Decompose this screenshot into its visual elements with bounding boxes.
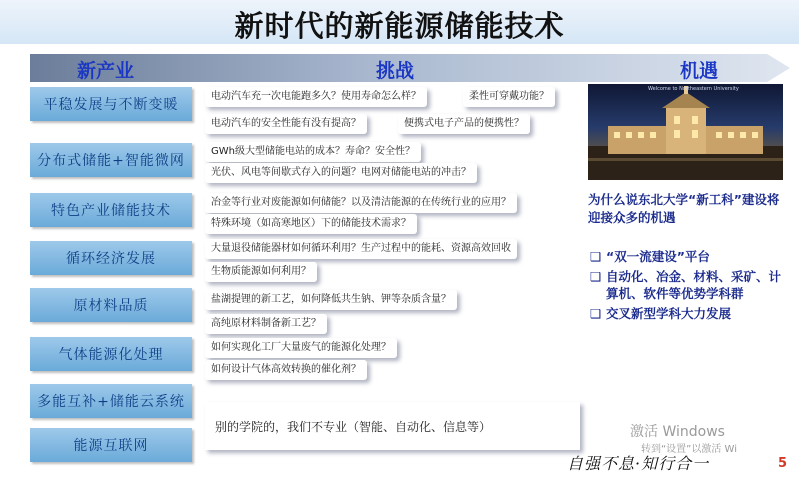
opportunity-list — [590, 248, 790, 322]
challenge-item: 盐湖提锂的新工艺，如何降低共生钠、钾等杂质含量？ — [205, 290, 457, 310]
challenge-item: 冶金等行业对废能源如何储能？以及清洁能源的在传统行业的应用？ — [205, 193, 517, 213]
windows-activation-hint: 转到“设置”以激活 Wi — [641, 444, 737, 455]
page-title: 新时代的新能源储能技术 — [234, 9, 565, 43]
challenge-item: 电动汽车充一次电能跑多久？使用寿命怎么样？ — [205, 87, 427, 107]
photo-caption: Welcome to Northeastern University — [648, 86, 739, 92]
industry-item: 平稳发展与不断变暖 — [30, 87, 192, 121]
industry-item: 循环经济发展 — [30, 241, 192, 275]
checkbox-bullet-icon: ❑ — [590, 269, 602, 284]
industry-item: 特色产业储能技术 — [30, 193, 192, 227]
challenge-item: 如何设计气体高效转换的催化剂？ — [205, 360, 367, 380]
challenge-heading: 挑战 — [376, 60, 415, 82]
challenge-item: 柔性可穿戴功能？ — [463, 87, 555, 107]
column-header-band — [30, 54, 790, 82]
opportunity-item-text: 交叉新型学科大力发展 — [606, 306, 732, 321]
challenge-item: 如何实现化工厂大量废气的能源化处理？ — [205, 338, 397, 358]
industry-item: 分布式储能+智能微网 — [30, 143, 192, 177]
industry-item: 多能互补+储能云系统 — [30, 384, 192, 418]
challenge-item: 光伏、风电等间歇式存入的问题？电网对储能电站的冲击？ — [205, 163, 477, 183]
checkbox-bullet-icon: ❑ — [590, 306, 602, 321]
checkbox-bullet-icon: ❑ — [590, 249, 602, 264]
challenge-item: 高纯原材料制备新工艺？ — [205, 314, 327, 334]
university-motto: 自强不息·知行合一 — [567, 454, 710, 473]
challenge-item: 特殊环境（如高寒地区）下的储能技术需求？ — [205, 214, 417, 234]
industry-item: 原材料品质 — [30, 288, 192, 322]
opportunity-item — [590, 268, 790, 302]
industry-item: 气体能源化处理 — [30, 337, 192, 371]
other-colleges-note: 别的学院的，我们不专业（智能、自动化、信息等） — [205, 402, 580, 450]
opportunity-heading: 机遇 — [680, 60, 719, 82]
windows-activation-watermark: 激活 Windows — [630, 424, 725, 440]
page-number: 5 — [778, 456, 788, 471]
opportunity-item — [590, 248, 790, 265]
challenge-item: 电动汽车的安全性能有没有提高？ — [205, 114, 367, 134]
opportunity-item-text: “双一流建设”平台 — [606, 249, 710, 264]
campus-building-illustration — [588, 84, 783, 180]
opportunity-item-text: 自动化、冶金、材料、采矿、计算机、软件等优势学科群 — [606, 269, 782, 301]
opportunity-item — [590, 305, 790, 322]
campus-photo — [588, 84, 783, 180]
challenge-item: 生物质能源如何利用？ — [205, 262, 317, 282]
challenge-item: 大量退役储能器材如何循环利用？生产过程中的能耗、资源高效回收 — [205, 239, 517, 259]
industry-item: 能源互联网 — [30, 428, 192, 462]
industry-heading: 新产业 — [77, 60, 135, 82]
opportunity-heading-text: 为什么说东北大学“新工科”建设将迎接众多的机遇 — [588, 192, 780, 225]
challenge-item: GWh级大型储能电站的成本？寿命？安全性？ — [205, 142, 421, 162]
challenge-item: 便携式电子产品的便携性？ — [398, 114, 530, 134]
